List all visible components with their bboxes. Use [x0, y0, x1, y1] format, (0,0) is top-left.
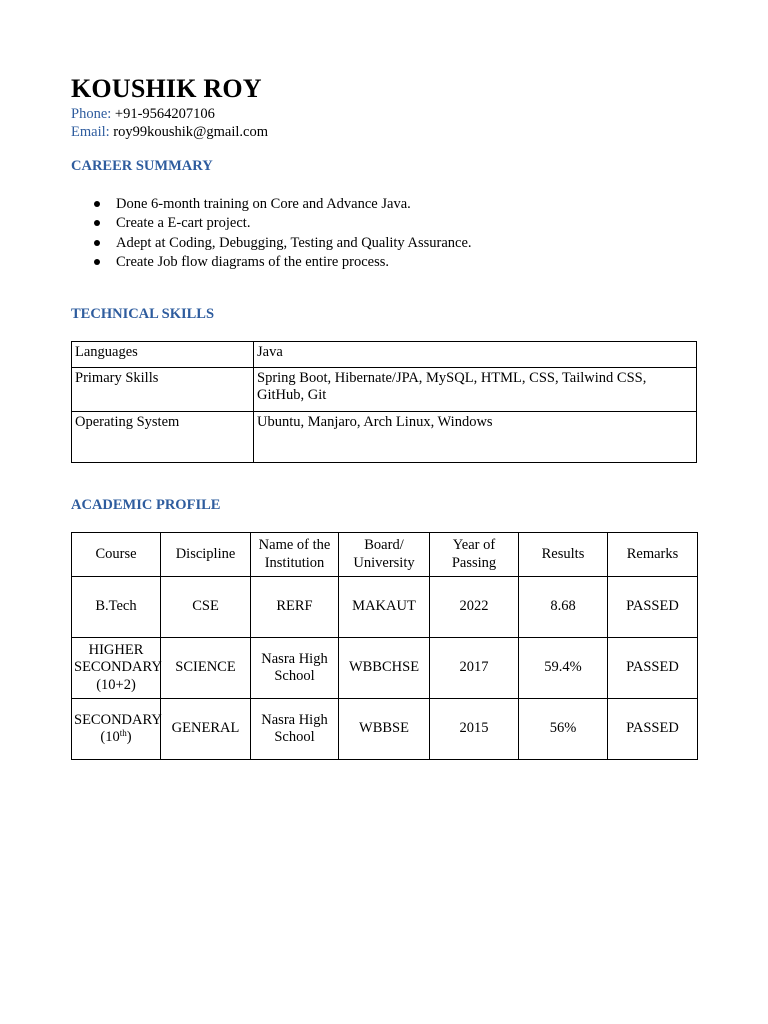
discipline-cell: SCIENCE — [161, 638, 251, 699]
skill-value-cell: Spring Boot, Hibernate/JPA, MySQL, HTML, CSS, Tailwind CSS, GitHub, Git — [254, 368, 697, 412]
list-item — [71, 214, 472, 233]
board-cell: MAKAUT — [339, 577, 430, 638]
remarks-cell: PASSED — [608, 577, 698, 638]
table-row — [72, 368, 697, 412]
phone-label: Phone: — [71, 106, 112, 122]
column-header: Year of Passing — [430, 533, 519, 577]
year-cell: 2015 — [430, 699, 519, 760]
course-text-end: ) — [126, 729, 132, 745]
list-item — [71, 234, 472, 253]
phone-line — [71, 105, 215, 123]
column-header: Results — [519, 533, 608, 577]
candidate-name: KOUSHIK ROY — [71, 74, 262, 103]
bullet-icon — [94, 220, 100, 226]
table-row — [72, 412, 697, 463]
course-cell: HIGHER SECONDARY (10+2) — [72, 638, 161, 699]
bullet-icon — [94, 240, 100, 246]
year-cell: 2017 — [430, 638, 519, 699]
phone-number: +91-9564207106 — [114, 106, 215, 122]
bullet-icon — [94, 201, 100, 207]
course-cell — [72, 699, 161, 760]
board-cell: WBBCHSE — [339, 638, 430, 699]
column-header: Board/ University — [339, 533, 430, 577]
discipline-cell: GENERAL — [161, 699, 251, 760]
skill-value-cell: Ubuntu, Manjaro, Arch Linux, Windows — [254, 412, 697, 463]
board-cell: WBBSE — [339, 699, 430, 760]
result-cell: 56% — [519, 699, 608, 760]
remarks-cell: PASSED — [608, 638, 698, 699]
table-row — [72, 638, 698, 699]
skill-label-cell: Primary Skills — [72, 368, 254, 412]
remarks-cell: PASSED — [608, 699, 698, 760]
column-header: Discipline — [161, 533, 251, 577]
career-summary-heading: CAREER SUMMARY — [71, 158, 213, 174]
result-cell: 59.4% — [519, 638, 608, 699]
institution-cell: Nasra High School — [251, 699, 339, 760]
skill-label-cell: Languages — [72, 342, 254, 368]
summary-item-text: Adept at Coding, Debugging, Testing and Quality Assurance. — [116, 234, 472, 251]
technical-skills-heading: TECHNICAL SKILLS — [71, 306, 215, 322]
column-header: Name of the Institution — [251, 533, 339, 577]
email-address: roy99koushik@gmail.com — [113, 124, 269, 140]
year-cell: 2022 — [430, 577, 519, 638]
course-text: SECONDARY (10 — [74, 711, 162, 745]
table-header-row — [72, 533, 698, 577]
career-summary-list — [71, 195, 472, 272]
email-line — [71, 123, 268, 141]
summary-item-text: Create Job flow diagrams of the entire process. — [116, 253, 389, 270]
bullet-icon — [94, 259, 100, 265]
email-label: Email: — [71, 124, 110, 140]
discipline-cell: CSE — [161, 577, 251, 638]
summary-item-text: Create a E-cart project. — [116, 215, 251, 232]
table-row — [72, 699, 698, 760]
result-cell: 8.68 — [519, 577, 608, 638]
table-row — [72, 577, 698, 638]
table-row — [72, 342, 697, 368]
course-superscript: th — [119, 728, 127, 738]
summary-item-text: Done 6-month training on Core and Advance Java. — [116, 196, 411, 212]
course-cell: B.Tech — [72, 577, 161, 638]
list-item — [71, 195, 472, 214]
academic-profile-table — [71, 532, 698, 760]
technical-skills-table — [71, 341, 697, 463]
institution-cell: RERF — [251, 577, 339, 638]
institution-cell: Nasra High School — [251, 638, 339, 699]
column-header: Course — [72, 533, 161, 577]
academic-profile-heading: ACADEMIC PROFILE — [71, 497, 221, 513]
column-header: Remarks — [608, 533, 698, 577]
list-item — [71, 253, 472, 272]
skill-value-cell: Java — [254, 342, 697, 368]
skill-label-cell: Operating System — [72, 412, 254, 463]
